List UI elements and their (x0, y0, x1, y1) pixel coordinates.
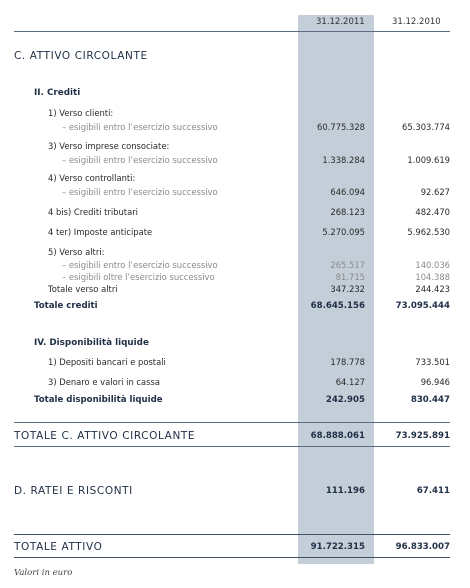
crediti-title: II. Crediti (34, 88, 81, 98)
value-2011: 81.715 (335, 272, 365, 282)
row-label: 1) Depositi bancari e postali (48, 357, 166, 367)
value-2011: 242.905 (325, 395, 365, 405)
totale-attivo-label: TOTALE ATTIVO (14, 541, 103, 553)
value-2010: 73.095.444 (395, 301, 450, 311)
value-2010: 96.946 (420, 377, 450, 387)
value-2011: 268.123 (330, 207, 365, 217)
value-2010: 482.470 (415, 207, 450, 217)
row-label: – esigibili oltre l’esercizio successivo (62, 272, 215, 282)
section-c-title: C. ATTIVO CIRCOLANTE (14, 50, 148, 62)
rule (14, 446, 450, 447)
value-2010: 96.833.007 (395, 542, 450, 552)
total-row (0, 299, 470, 313)
total-disponibilita-label: Totale disponibilità liquide (34, 395, 163, 405)
value-2011: 91.722.315 (310, 542, 365, 552)
table-row (0, 245, 470, 259)
table-row (0, 355, 470, 369)
row-label: Totale verso altri (48, 284, 118, 294)
value-2011: 60.775.328 (317, 122, 365, 132)
crediti-title-row (0, 86, 470, 100)
row-label: – esigibili entro l’esercizio successivo (62, 187, 218, 197)
value-2011: 178.778 (330, 357, 365, 367)
table-row (0, 375, 470, 389)
total-row (0, 429, 470, 443)
value-2010: 244.423 (415, 284, 450, 294)
value-2011: 64.127 (335, 377, 365, 387)
value-2011: 1.338.284 (322, 155, 365, 165)
row-label: 4 bis) Crediti tributari (48, 207, 138, 217)
total-crediti-label: Totale crediti (34, 301, 98, 311)
table-row (0, 171, 470, 185)
value-2011: 68.645.156 (310, 301, 365, 311)
table-row (0, 153, 470, 167)
section-c-row (0, 49, 470, 63)
table-row (0, 106, 470, 120)
rule (14, 557, 450, 558)
value-2011: 68.888.061 (310, 431, 365, 441)
totale-c-label: TOTALE C. ATTIVO CIRCOLANTE (14, 430, 196, 442)
table-row (0, 205, 470, 219)
value-2011: 265.517 (330, 260, 365, 270)
row-label: 4 ter) Imposte anticipate (48, 227, 153, 237)
row-label: 3) Verso imprese consociate: (48, 141, 170, 151)
ratei-label: D. RATEI E RISCONTI (14, 485, 133, 497)
value-2011: 347.232 (330, 284, 365, 294)
value-2010: 104.388 (415, 272, 450, 282)
value-2011: 5.270.095 (322, 227, 365, 237)
header-rule (14, 31, 450, 32)
table-row (0, 225, 470, 239)
row-label: 5) Verso altri: (48, 247, 105, 257)
row-label: 1) Verso clienti: (48, 108, 114, 118)
value-2010: 65.303.774 (402, 122, 450, 132)
value-2010: 5.962.530 (407, 227, 450, 237)
ratei-row (0, 484, 470, 498)
header-2010: 31.12.2010 (392, 17, 441, 27)
value-2010: 830.447 (410, 395, 450, 405)
row-label: – esigibili entro l’esercizio successivo (62, 260, 218, 270)
value-2011: 646.094 (330, 187, 365, 197)
value-2010: 733.501 (415, 357, 450, 367)
disponibilita-title: IV. Disponibilità liquide (34, 338, 149, 348)
header-2011: 31.12.2011 (316, 17, 365, 27)
row-label: 4) Verso controllanti: (48, 173, 136, 183)
row-label: – esigibili entro l’esercizio successivo (62, 122, 218, 132)
value-2010: 92.627 (420, 187, 450, 197)
value-2010: 67.411 (416, 486, 450, 496)
table-row (0, 120, 470, 134)
table-row (0, 139, 470, 153)
table-row (0, 185, 470, 199)
disponibilita-title-row (0, 336, 470, 350)
value-2011: 111.196 (325, 486, 365, 496)
row-label: 3) Denaro e valori in cassa (48, 377, 161, 387)
rule (14, 422, 450, 423)
value-2010: 140.036 (415, 260, 450, 270)
total-row (0, 540, 470, 554)
rule (14, 534, 450, 535)
row-label: – esigibili entro l’esercizio successivo (62, 155, 218, 165)
footer-note: Valori in euro (14, 568, 73, 578)
total-row (0, 393, 470, 407)
value-2010: 1.009.619 (407, 155, 450, 165)
table-row (0, 282, 470, 296)
value-2010: 73.925.891 (395, 431, 450, 441)
